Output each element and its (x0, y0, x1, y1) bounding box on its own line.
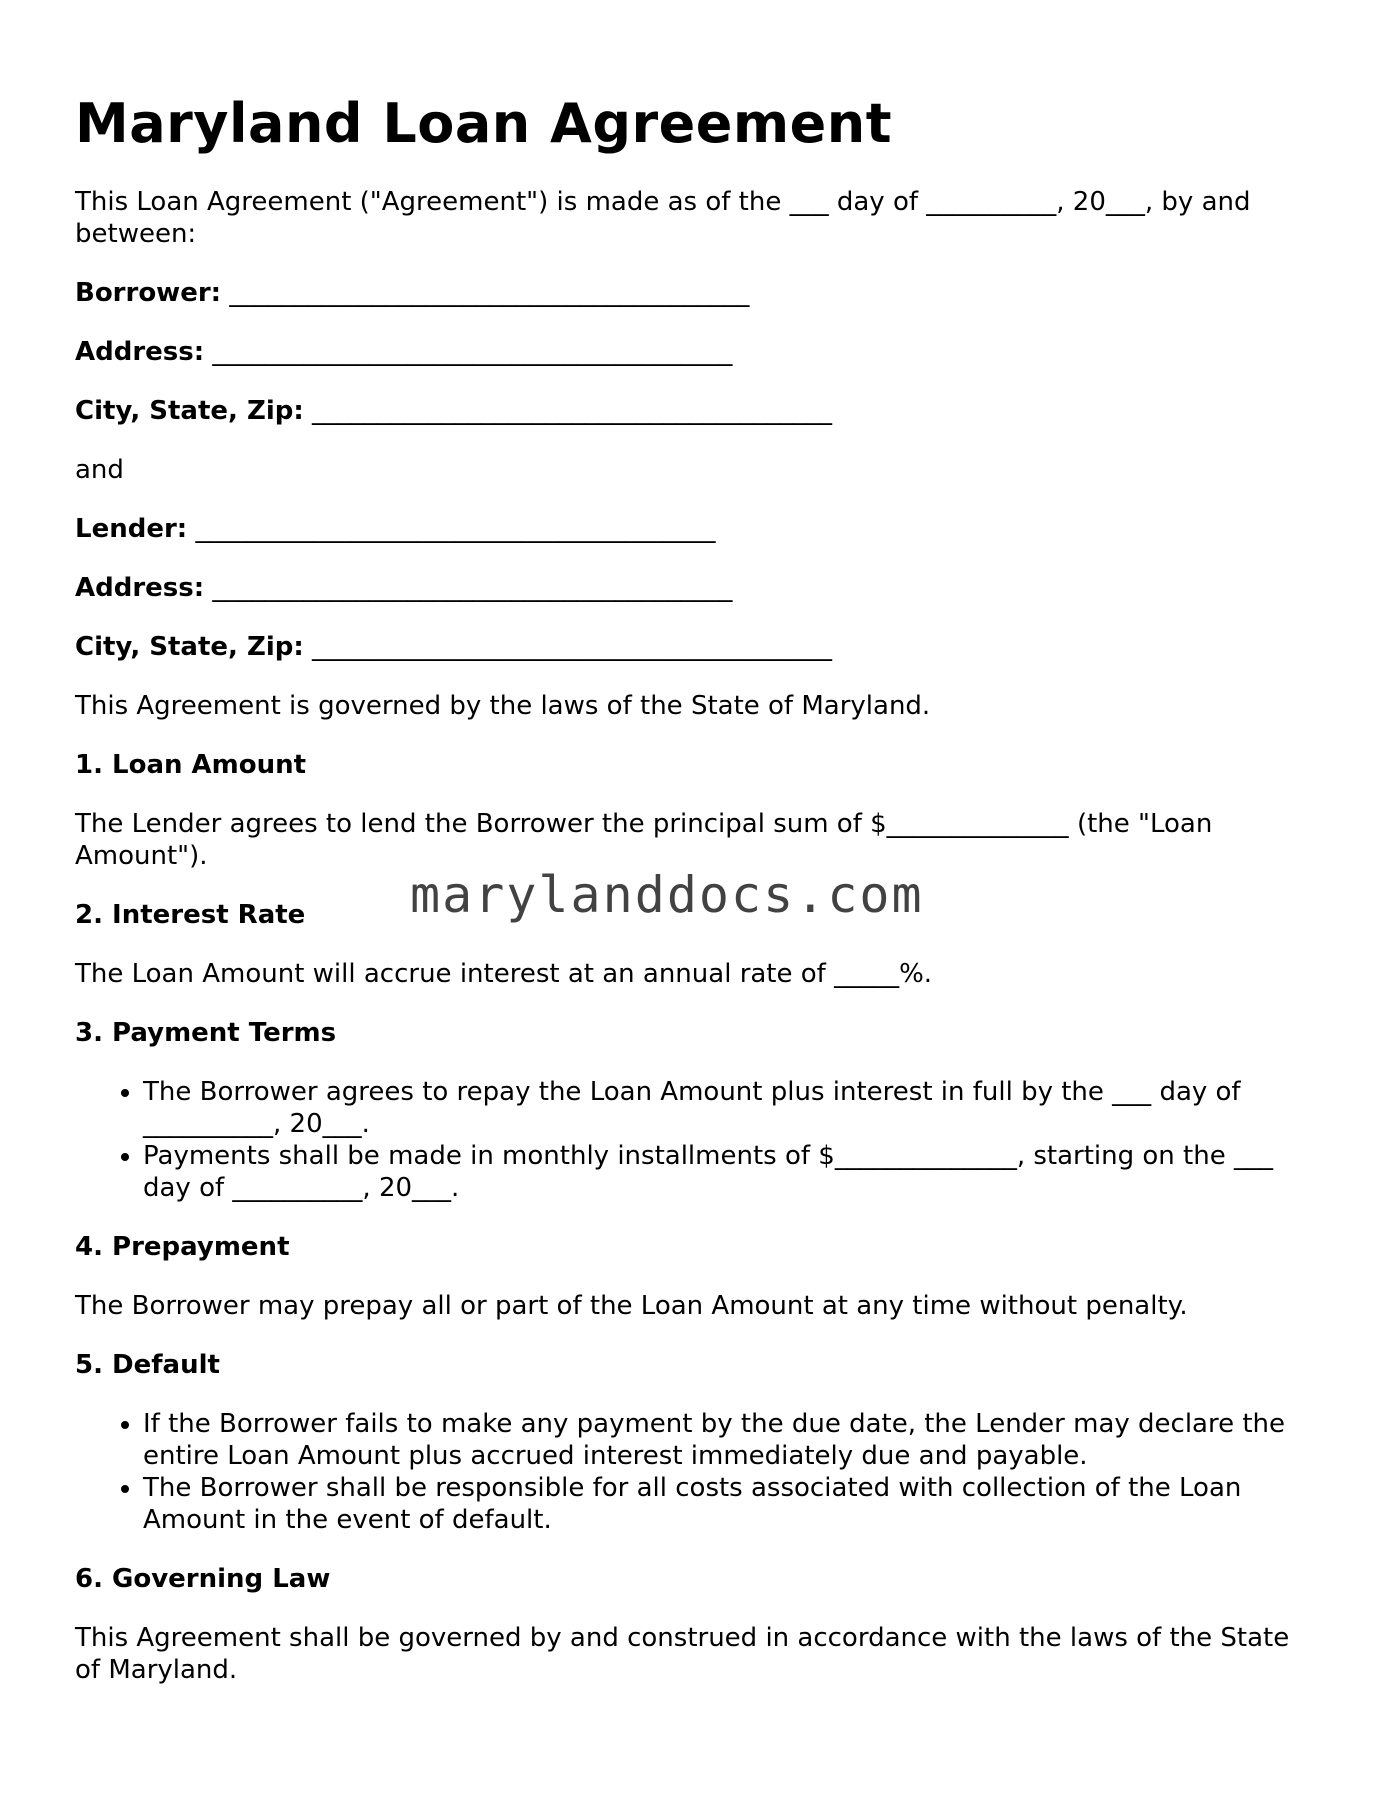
list-item: • The Borrower shall be responsible for all costs associated with collection of the Loan Amount in the event of default. (143, 1472, 1320, 1536)
lender-name-line (75, 513, 1320, 545)
lender-csz-label: City, State, Zip: (75, 632, 304, 662)
lender-address-line (75, 572, 1320, 604)
watermark-text: marylanddocs.com (410, 866, 924, 924)
section-heading-interest-rate: 2. Interest Rate (75, 900, 306, 930)
list-item: • Payments shall be made in monthly installments of $______________, starting on the ___ day of __________, 20___. (143, 1140, 1320, 1204)
borrower-name-label: Borrower: (75, 278, 222, 308)
list-item: • The Borrower agrees to repay the Loan Amount plus interest in full by the ___ day of __________, 20___. (143, 1076, 1320, 1140)
section-heading-loan-amount: 1. Loan Amount (75, 750, 307, 780)
section-text-loan-amount: The Lender agrees to lend the Borrower the principal sum of $______________ (the "Loan Amount"). (75, 809, 1213, 871)
section-heading-payment-terms: 3. Payment Terms (75, 1018, 337, 1048)
section-heading-default: 5. Default (75, 1350, 220, 1380)
lender-address-blank: ________________________________________ (204, 573, 733, 603)
section-heading-governing-law: 6. Governing Law (75, 1564, 331, 1594)
lender-csz-blank: ________________________________________ (303, 632, 833, 662)
payment-terms-list (75, 1076, 1320, 1204)
list-item: • If the Borrower fails to make any payment by the due date, the Lender may declare the entire Loan Amount plus accrued interest immediately due and payable. (143, 1408, 1320, 1472)
section-text-interest-rate: The Loan Amount will accrue interest at an annual rate of _____%. (75, 959, 933, 989)
lender-name-blank: ________________________________________ (187, 514, 716, 544)
section-text-prepayment: The Borrower may prepay all or part of the Loan Amount at any time without penalty. (75, 1291, 1188, 1321)
governed-paragraph: This Agreement is governed by the laws of the State of Maryland. (75, 691, 931, 721)
borrower-address-line (75, 336, 1320, 368)
document-title: Maryland Loan Agreement (75, 92, 893, 155)
section-text-governing-law: This Agreement shall be governed by and construed in accordance with the laws of the State of Maryland. (75, 1623, 1290, 1685)
section-heading-prepayment: 4. Prepayment (75, 1232, 290, 1262)
lender-csz-line (75, 631, 1320, 663)
borrower-name-line (75, 277, 1320, 309)
borrower-csz-blank: ________________________________________ (303, 396, 833, 426)
borrower-csz-line (75, 395, 1320, 427)
default-list (75, 1408, 1320, 1536)
lender-address-label: Address: (75, 573, 205, 603)
and-text: and (75, 455, 124, 485)
borrower-address-label: Address: (75, 337, 205, 367)
lender-name-label: Lender: (75, 514, 188, 544)
borrower-csz-label: City, State, Zip: (75, 396, 304, 426)
borrower-address-blank: ________________________________________ (204, 337, 733, 367)
borrower-name-blank: ________________________________________ (221, 278, 750, 308)
intro-paragraph: This Loan Agreement ("Agreement") is made as of the ___ day of __________, 20___, by and between: (75, 187, 1251, 249)
